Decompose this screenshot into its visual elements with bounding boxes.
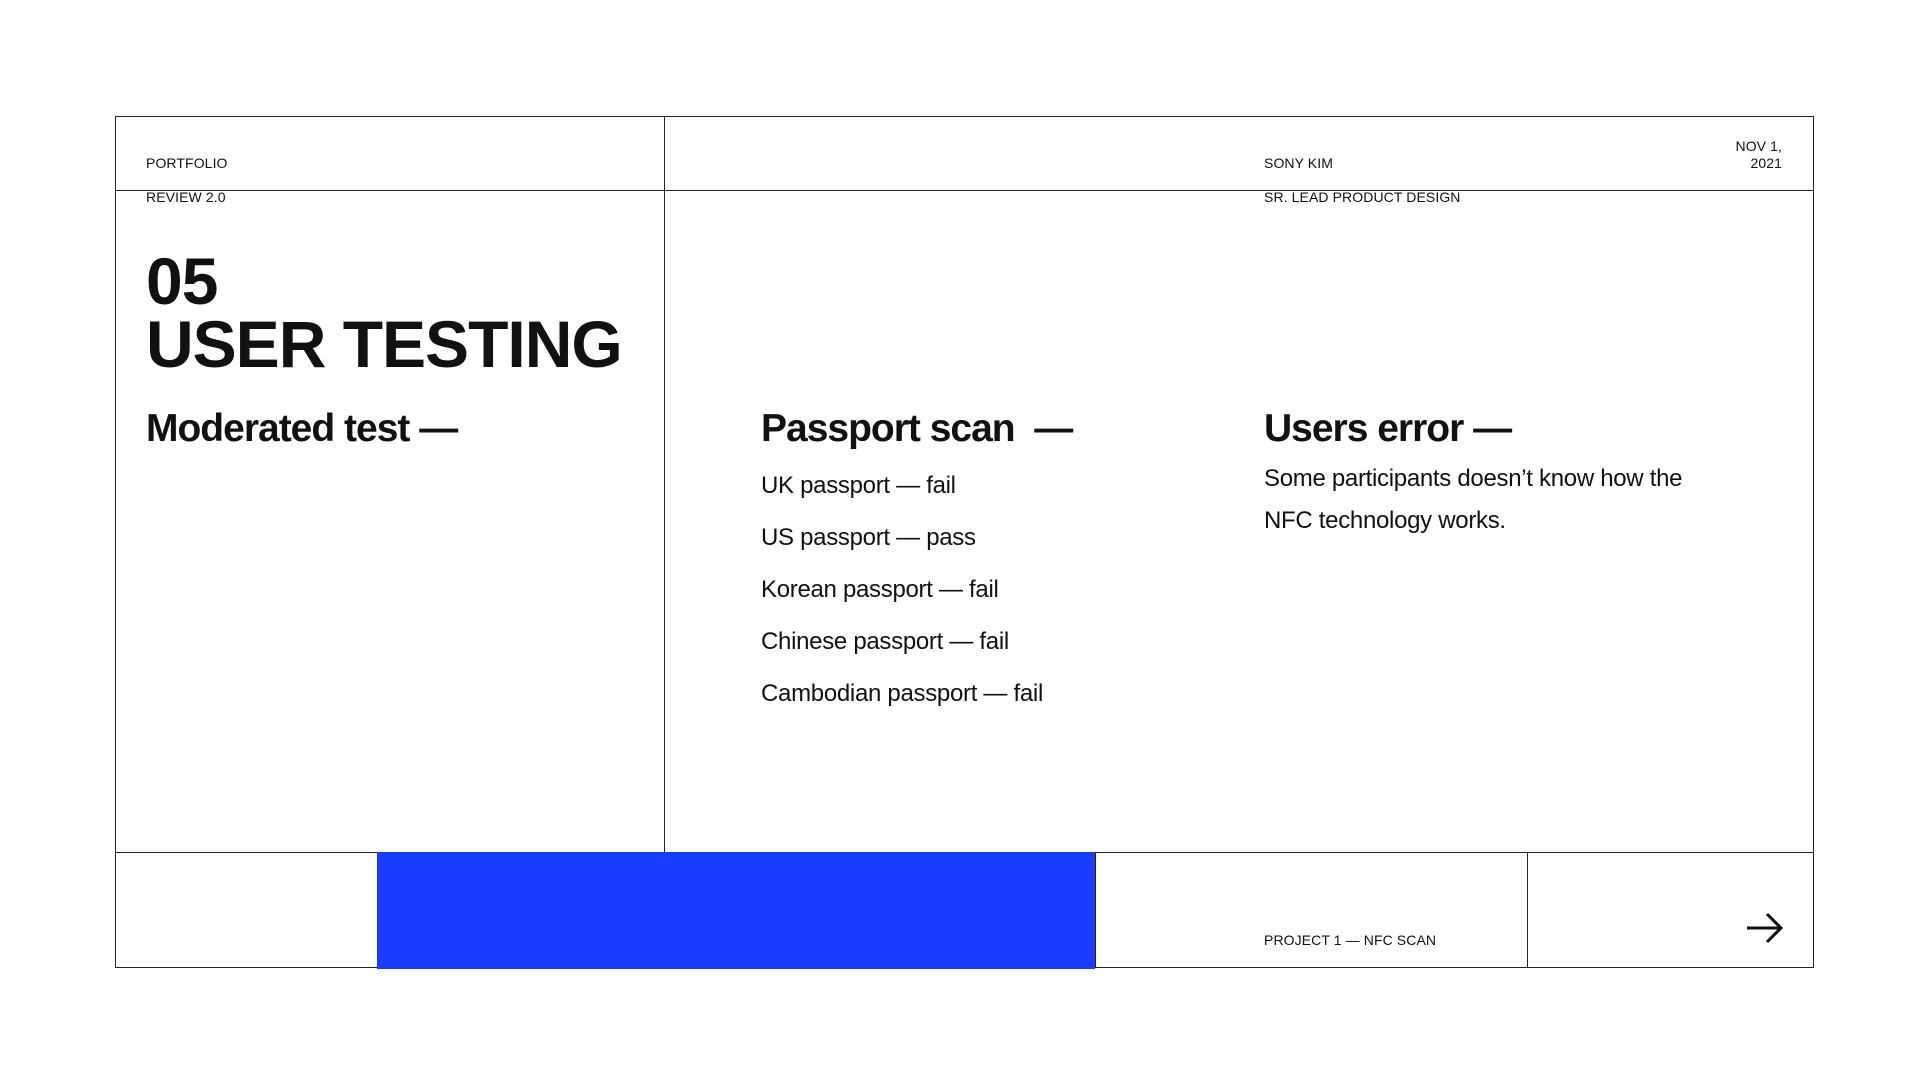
- author-title: SR. LEAD PRODUCT DESIGN: [1264, 189, 1461, 205]
- users-error-heading: Users error —: [1264, 407, 1512, 450]
- list-item: UK passport — fail: [761, 472, 956, 499]
- section-title: USER TESTING: [146, 307, 622, 381]
- divider-header: [115, 190, 1814, 191]
- section-subtitle: Moderated test —: [146, 407, 458, 450]
- passport-scan-list: [761, 471, 1043, 731]
- users-error-description: Some participants doesn’t know how the NFC technology works.: [1264, 465, 1683, 534]
- arrow-right-icon[interactable]: [1745, 911, 1785, 945]
- divider-vertical-left: [664, 116, 665, 853]
- passport-scan-heading: Passport scan —: [761, 407, 1073, 450]
- date-label: NOV 1, 2021: [1735, 138, 1782, 171]
- project-label: PROJECT 1 — NFC SCAN: [1264, 932, 1437, 948]
- list-item: US passport — pass: [761, 524, 976, 551]
- brand-line-2: REVIEW 2.0: [146, 189, 226, 205]
- brand-label: [146, 138, 228, 206]
- arrow-right-icon-graphic: [1745, 911, 1785, 945]
- section-number: 05: [146, 244, 218, 318]
- divider-footer-3: [1527, 852, 1528, 968]
- author-name: SONY KIM: [1264, 155, 1334, 171]
- brand-line-1: PORTFOLIO: [146, 155, 228, 171]
- divider-footer-2: [1095, 852, 1096, 968]
- accent-block: [377, 852, 1095, 969]
- list-item: Cambodian passport — fail: [761, 680, 1043, 707]
- author-info: [1264, 138, 1461, 206]
- list-item: Chinese passport — fail: [761, 628, 1009, 655]
- list-item: Korean passport — fail: [761, 576, 999, 603]
